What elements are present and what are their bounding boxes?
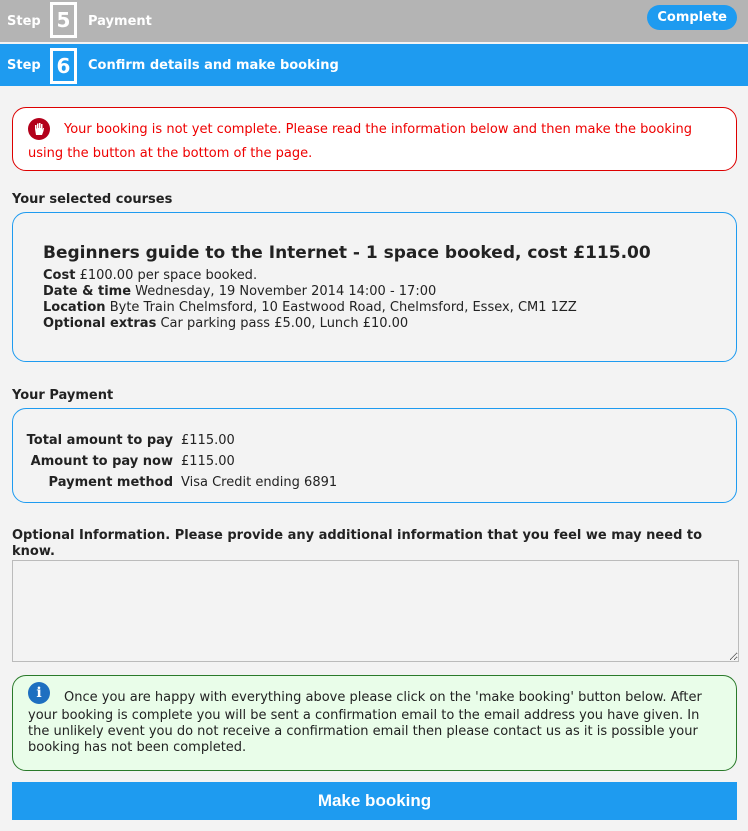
payment-summary-panel <box>12 408 737 503</box>
datetime-value: Wednesday, 19 November 2014 14:00 - 17:00 <box>135 284 437 299</box>
stop-hand-icon <box>28 118 50 140</box>
course-datetime <box>43 284 736 300</box>
extras-label: Optional extras <box>43 316 157 331</box>
step-number: 6 <box>50 48 77 84</box>
payment-value: Visa Credit ending 6891 <box>181 475 338 490</box>
cost-label: Cost <box>43 268 76 283</box>
alert-text: Your booking is not yet complete. Please read the information below and then make the booking using the button at the bottom of the page. <box>28 122 692 161</box>
step-title: Confirm details and make booking <box>88 57 339 73</box>
step-word: Step <box>7 57 41 73</box>
info-text: Once you are happy with everything above please click on the 'make booking' button below. After your booking is complete you will be sent a confirmation email to the email address you have given. In the unlikely event you do not receive a confirmation email then please contact us as it is possible your booking has not been completed. <box>28 690 702 755</box>
payment-label: Amount to pay now <box>30 454 173 469</box>
payment-value: £115.00 <box>181 433 235 448</box>
complete-badge: Complete <box>647 5 737 30</box>
step-word: Step <box>7 13 41 29</box>
datetime-label: Date & time <box>43 284 132 299</box>
location-label: Location <box>43 300 106 315</box>
course-location <box>43 300 736 316</box>
extras-value: Car parking pass £5.00, Lunch £10.00 <box>160 316 409 331</box>
payment-row <box>13 430 736 451</box>
make-booking-button[interactable]: Make booking <box>12 782 737 820</box>
step-title: Payment <box>88 13 152 29</box>
location-value: Byte Train Chelmsford, 10 Eastwood Road, Chelmsford, Essex, CM1 1ZZ <box>109 300 577 315</box>
payment-label: Payment method <box>48 475 173 490</box>
step-number: 5 <box>50 2 77 38</box>
step-5-header[interactable] <box>0 0 748 42</box>
selected-courses-heading: Your selected courses <box>12 192 173 207</box>
payment-row <box>13 451 736 472</box>
course-title: Beginners guide to the Internet - 1 space booked, cost £115.00 <box>43 243 651 263</box>
cost-value: £100.00 per space booked. <box>79 268 258 283</box>
course-cost <box>43 268 736 284</box>
optional-information-textarea[interactable] <box>12 560 739 662</box>
payment-row <box>13 472 736 493</box>
optional-information-label: Optional Information. Please provide any additional information that you feel we may need to know. <box>12 528 703 559</box>
selected-courses-panel <box>12 212 737 362</box>
payment-value: £115.00 <box>181 454 235 469</box>
info-icon: i <box>28 682 50 704</box>
your-payment-heading: Your Payment <box>12 388 114 403</box>
course-extras <box>43 316 736 332</box>
booking-info-notice <box>12 675 737 771</box>
step-6-header <box>0 44 748 86</box>
payment-label: Total amount to pay <box>26 433 173 448</box>
booking-incomplete-alert <box>12 107 737 171</box>
